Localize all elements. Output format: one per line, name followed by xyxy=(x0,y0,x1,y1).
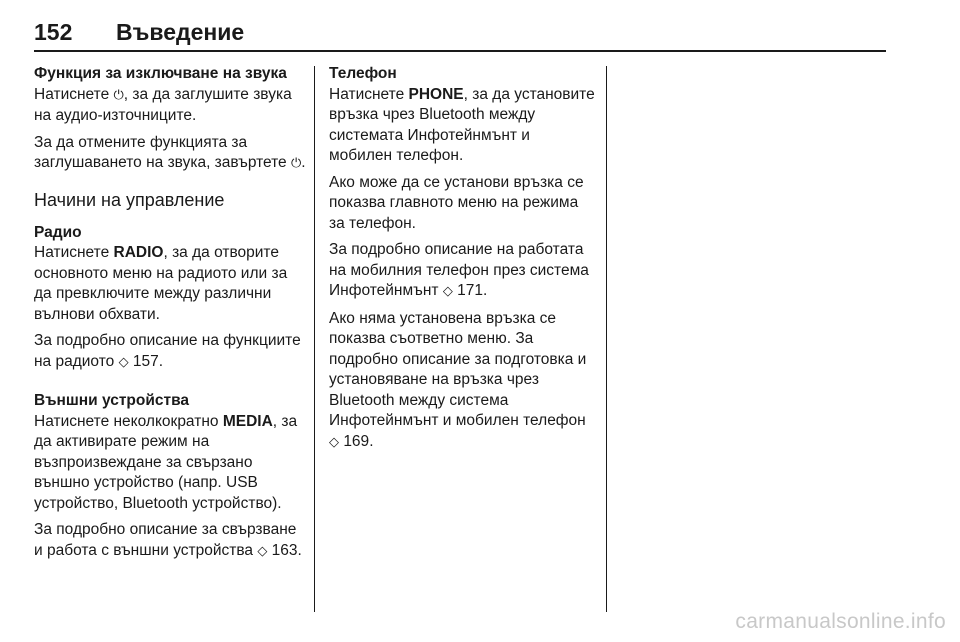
column-divider-2 xyxy=(606,66,607,612)
text-run: Натиснете xyxy=(34,244,114,261)
mute-heading: Функция за изключване на звука xyxy=(34,65,287,82)
text-run: За подробно описание на функциите на радиото xyxy=(34,332,301,370)
watermark: carmanualsonline.info xyxy=(735,610,946,633)
page-reference[interactable]: 169 xyxy=(343,432,370,450)
page-reference[interactable]: 171 xyxy=(457,282,483,299)
text-run: . xyxy=(369,432,374,450)
reference-arrow-icon: ◇ xyxy=(442,284,453,299)
left-column xyxy=(34,64,306,568)
text-run: Натиснете неколкократно xyxy=(34,412,223,430)
reference-arrow-icon: ◇ xyxy=(118,354,129,370)
text-run: Натиснете xyxy=(329,85,409,103)
text-run: За подробно описание за свързване и работа с външни устройства xyxy=(34,521,297,559)
reference-arrow-icon: ◇ xyxy=(257,543,268,559)
spacer xyxy=(34,379,306,391)
radio-paragraph-2 xyxy=(34,331,306,373)
text-run: , за да активирате режим на възпроизвеждане за свързано външно устройство (напр. USB устройство, Bluetooth устройство). xyxy=(34,412,298,512)
phone-paragraph-1 xyxy=(329,85,597,167)
phone-paragraph-3 xyxy=(329,240,597,303)
text-run: . xyxy=(483,282,488,299)
page-reference[interactable]: 157 xyxy=(132,352,159,370)
mute-paragraph-2 xyxy=(34,133,306,175)
text-run: , за да установите връзка чрез Bluetooth между системата Инфотейнмънт и мобилен телефон. xyxy=(329,85,595,164)
phone-paragraph-2: Ако може да се установи връзка се показва главното меню на режима за телефон. xyxy=(329,173,584,232)
text-run: Натиснете xyxy=(34,85,114,103)
radio-heading: Радио xyxy=(34,223,82,241)
page-header xyxy=(34,18,886,52)
text-run: , за да заглушите звука на аудио-източниците. xyxy=(34,85,292,124)
external-devices-heading: Външни устройства xyxy=(34,392,190,409)
text-run: За подробно описание на работата на мобилния телефон през система Инфотейнмънт xyxy=(329,241,589,299)
radio-key-label: RADIO xyxy=(113,244,164,261)
middle-column xyxy=(329,64,597,459)
controls-heading: Начини на управление xyxy=(34,189,225,210)
page-number: 152 xyxy=(34,19,73,45)
text-run: , за да отворите основното меню на радиото или за да превключите между различни вълнови обхвати. xyxy=(34,244,288,323)
media-key-label: MEDIA xyxy=(222,412,273,430)
external-paragraph-1 xyxy=(34,412,306,515)
power-knob-icon: ⏻ xyxy=(290,156,302,171)
page-reference[interactable]: 163 xyxy=(271,541,298,559)
external-paragraph-2 xyxy=(34,520,306,562)
reference-arrow-icon: ◇ xyxy=(329,434,339,450)
phone-key-label: PHONE xyxy=(408,85,464,103)
mute-paragraph-1 xyxy=(34,85,306,127)
phone-paragraph-4 xyxy=(329,309,597,454)
text-run: Ако няма установена връзка се показва съответно меню. За подробно описание за подготовка и установяване на връзка чрез Bluetooth между система Инфотейнмънт и мобилен телефон xyxy=(329,309,587,429)
text-run: . xyxy=(158,352,164,370)
radio-paragraph-1 xyxy=(34,243,306,325)
phone-heading: Телефон xyxy=(329,65,397,82)
power-knob-icon: ⏻ xyxy=(113,87,124,103)
text-run: . xyxy=(301,154,306,171)
column-divider-1 xyxy=(314,66,315,612)
page-title: Въведение xyxy=(116,19,245,45)
text-run: . xyxy=(297,541,302,559)
text-run: За да отмените функцията за заглушаването на звука, завъртете xyxy=(34,133,291,171)
